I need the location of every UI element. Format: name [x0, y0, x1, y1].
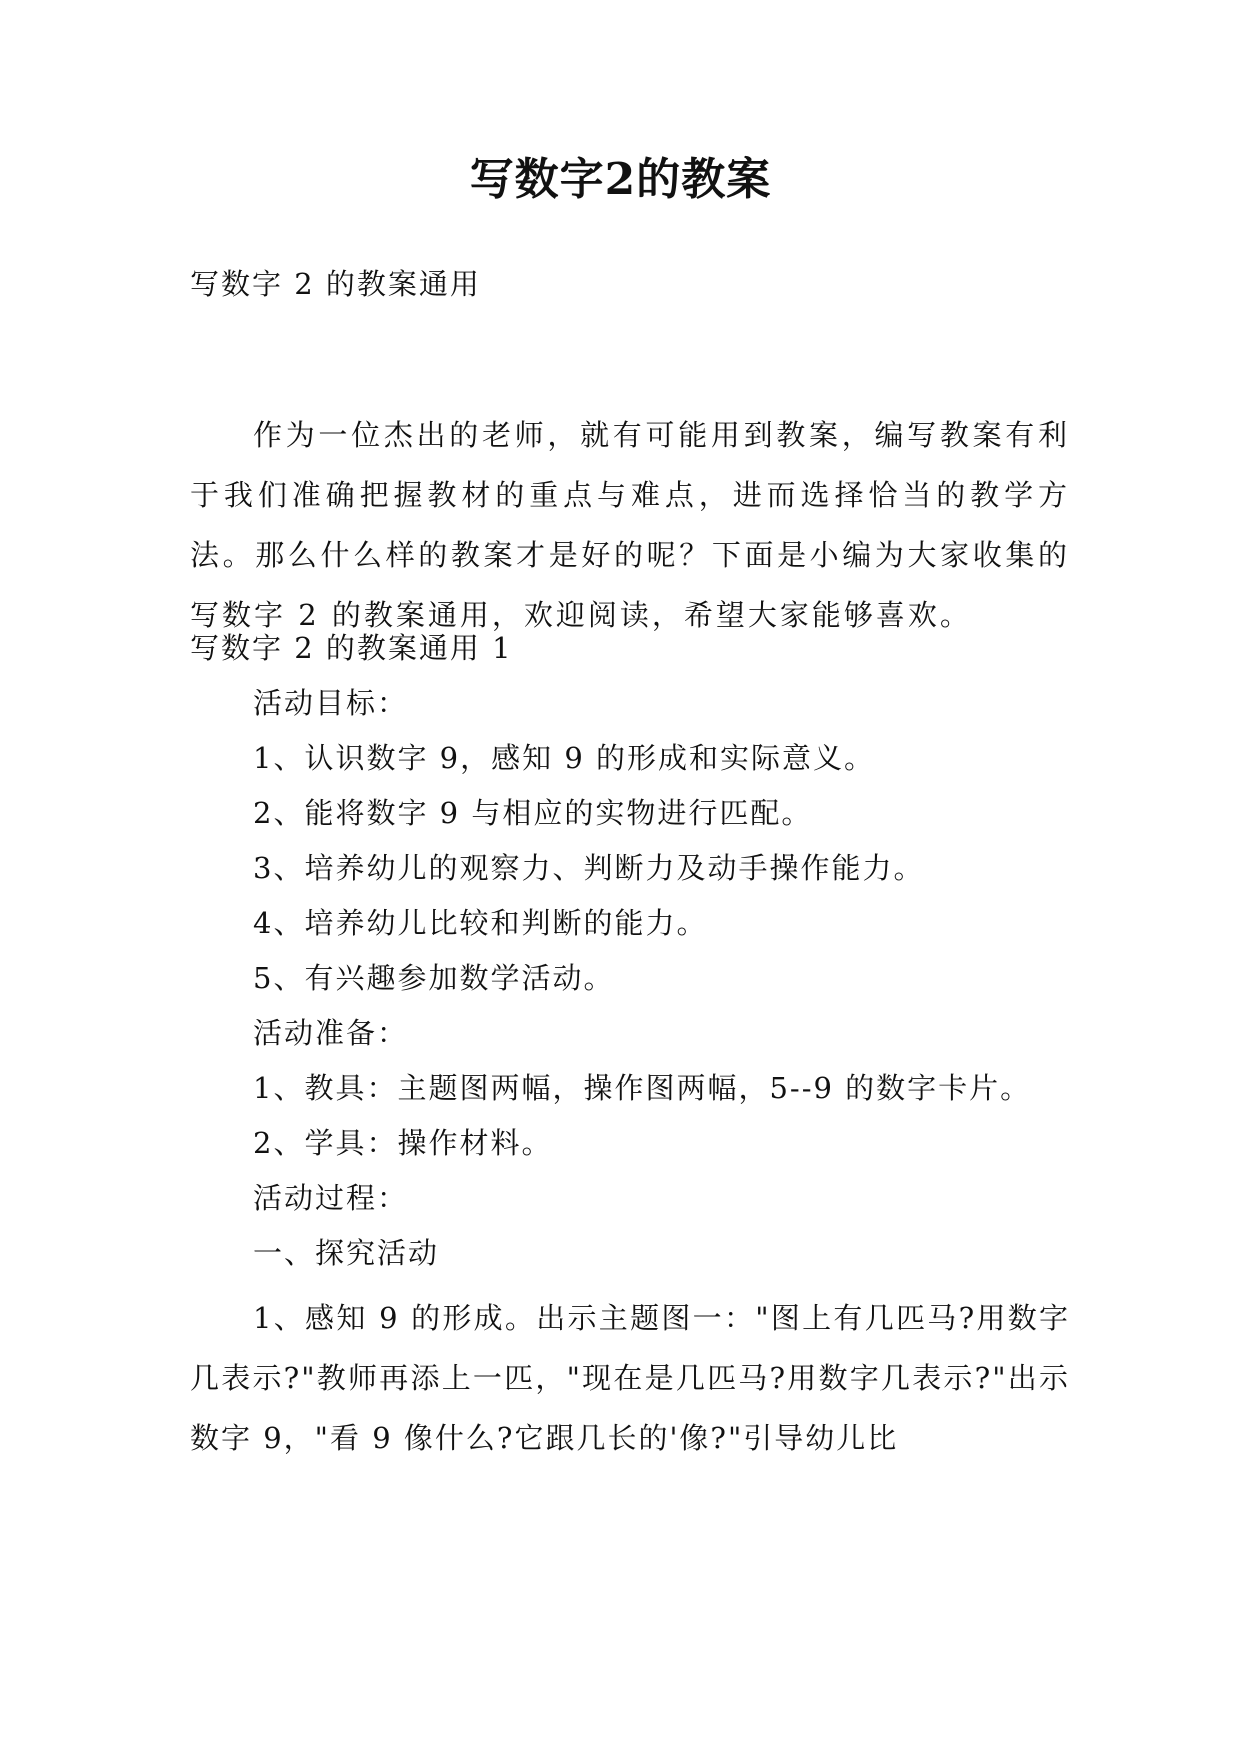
goals-heading: 活动目标： [253, 686, 409, 720]
prep-item-2: 2、学具：操作材料。 [253, 1126, 553, 1160]
section-heading: 写数字 2 的教案通用 1 [190, 631, 513, 665]
goal-item-1: 1、认识数字 9，感知 9 的形成和实际意义。 [253, 741, 876, 775]
goal-item-4: 4、培养幼儿比较和判断的能力。 [253, 906, 708, 940]
goal-item-5: 5、有兴趣参加数学活动。 [253, 961, 615, 995]
process-subheading: 一、探究活动 [253, 1236, 440, 1270]
process-heading: 活动过程： [253, 1181, 409, 1215]
prep-heading: 活动准备： [253, 1016, 409, 1050]
intro-paragraph: 作为一位杰出的老师，就有可能用到教案，编写教案有利于我们准确把握教材的重点与难点，进而选择恰当的教学方法。那么什么样的教案才是好的呢？下面是小编为大家收集的写数字 2 的教案通用，欢迎阅读，希望大家能够喜欢。 [190, 418, 1070, 632]
document-title: 写数字2的教案 [469, 154, 772, 205]
prep-item-1: 1、教具：主题图两幅，操作图两幅，5--9 的数字卡片。 [253, 1071, 1032, 1105]
process-paragraph: 1、感知 9 的形成。出示主题图一："图上有几匹马?用数字几表示?"教师再添上一匹，"现在是几匹马?用数字几表示?"出示数字 9，"看 9 像什么?它跟几长的'像?"引导幼儿比 [190, 1301, 1070, 1455]
document-subtitle: 写数字 2 的教案通用 [190, 267, 481, 301]
goal-item-2: 2、能将数字 9 与相应的实物进行匹配。 [253, 796, 813, 830]
goal-item-3: 3、培养幼儿的观察力、判断力及动手操作能力。 [253, 851, 925, 885]
